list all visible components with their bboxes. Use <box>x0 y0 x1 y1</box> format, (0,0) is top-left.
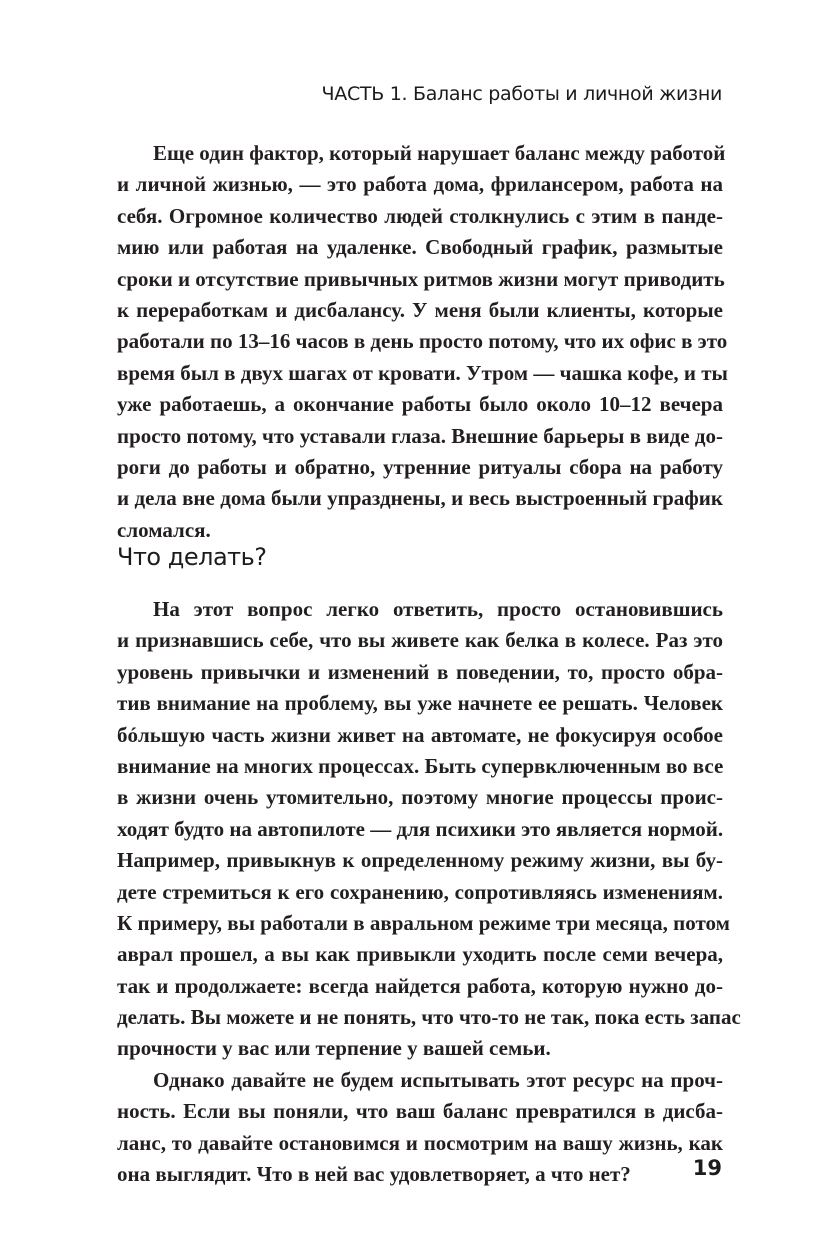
text-line: мию или работая на удаленке. Свободный график, размытые <box>117 235 723 260</box>
text-line: сроки и отсутствие привычных ритмов жизни могут приводить <box>117 266 725 291</box>
text-line: Например, привыкнув к определенному режиму жизни, вы бу- <box>117 848 723 873</box>
page-number: 19 <box>692 1156 722 1180</box>
text-line: ность. Если вы поняли, что ваш баланс превратился в дисба- <box>117 1099 723 1124</box>
text-line: и признавшись себе, что вы живете как белка в колесе. Раз это <box>117 628 723 653</box>
text-line: в жизни очень утомительно, поэтому многие процессы проис- <box>117 785 723 810</box>
text-line: К примеру, вы работали в авральном режиме три месяца, потом <box>117 910 730 935</box>
text-line: уже работаешь, а окончание работы было около 10–12 вечера <box>117 392 723 417</box>
text-line: роги до работы и обратно, утренние ритуалы сбора на работу <box>117 454 723 479</box>
text-line: работали по 13–16 часов в день просто потому, что их офис в это <box>117 329 728 354</box>
text-line: так и продолжаете: всегда найдется работа, которую нужно до- <box>117 973 723 998</box>
text-line: ланс, то давайте остановимся и посмотрим на вашу жизнь, как <box>117 1130 723 1155</box>
text-line: Еще один фактор, который нарушает баланс между работой <box>153 141 726 165</box>
text-line: тив внимание на проблему, вы уже начнете ее решать. Человек <box>117 691 723 716</box>
text-line: себя. Огромное количество людей столкнулись с этим в панде- <box>117 203 723 228</box>
text-line: бóльшую часть жизни живет на автомате, не фокусируя особое <box>117 722 723 747</box>
text-line: аврал прошел, а вы как привыкли уходить после семи вечера, <box>117 942 723 967</box>
text-line: уровень привычки и изменений в поведении, то, просто обра- <box>117 659 723 684</box>
text-line: и дела вне дома были упразднены, и весь выстроенный график <box>117 486 723 511</box>
text-line: время был в двух шагах от кровати. Утром — чашка кофе, и ты <box>117 360 728 385</box>
text-line: внимание на многих процессах. Быть супервключенным во все <box>117 753 724 778</box>
paragraph-answer <box>117 594 741 1190</box>
paragraph-intro <box>117 138 728 546</box>
text-line: прочности у вас или терпение у вашей семьи. <box>117 1036 551 1061</box>
text-line: Однако давайте не будем испытывать этот ресурс на проч- <box>153 1067 723 1092</box>
text-line: к переработкам и дисбалансу. У меня были клиенты, которые <box>117 297 723 322</box>
section-heading: Что делать? <box>117 543 267 571</box>
running-head: ЧАСТЬ 1. Баланс работы и личной жизни <box>321 83 722 105</box>
text-line: она выглядит. Что в ней вас удовлетворяет, а что нет? <box>117 1162 631 1187</box>
text-line: На этот вопрос легко ответить, просто остановившись <box>153 597 723 621</box>
text-line: просто потому, что уставали глаза. Внешние барьеры в виде до- <box>117 423 723 448</box>
text-line: делать. Вы можете и не понять, что что-то не так, пока есть запас <box>117 1005 741 1030</box>
text-line: и личной жизнью, — это работа дома, фрилансером, работа на <box>117 172 723 197</box>
text-line: ходят будто на автопилоте — для психики это является нормой. <box>117 816 724 841</box>
text-line: сломался. <box>117 517 211 542</box>
text-line: дете стремиться к его сохранению, сопротивляясь изменениям. <box>117 879 723 904</box>
